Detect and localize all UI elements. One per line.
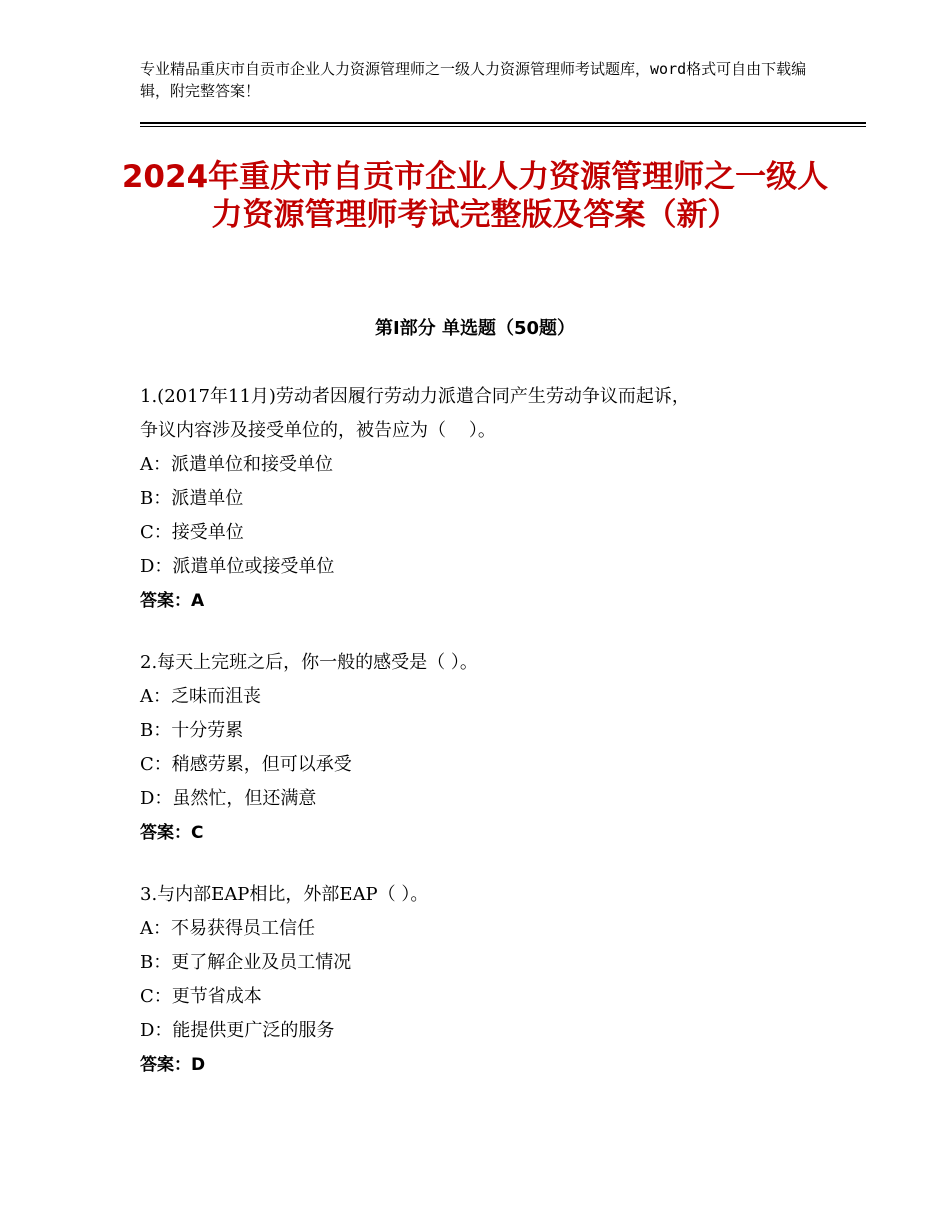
option-b: B：派遣单位 xyxy=(140,488,244,509)
option-d: D：派遣单位或接受单位 xyxy=(140,556,335,577)
question-stem-line: 3.与内部EAP相比，外部EAP（ ）。 xyxy=(140,884,429,905)
header-note: 专业精品重庆市自贡市企业人力资源管理师之一级人力资源管理师考试题库，word格式可自由下载编辑，附完整答案！ xyxy=(140,60,807,100)
option-b: B：十分劳累 xyxy=(140,720,244,741)
question-list xyxy=(140,380,840,1110)
option-a: A：派遣单位和接受单位 xyxy=(140,454,333,475)
option-d: D：能提供更广泛的服务 xyxy=(140,1020,335,1041)
option-b: B：更了解企业及员工情况 xyxy=(140,952,352,973)
question-stem-line: 1.(2017年11月)劳动者因履行劳动力派遣合同产生劳动争议而起诉， xyxy=(140,386,690,407)
section-title: 第Ⅰ部分 单选题（50题） xyxy=(374,318,575,339)
header-rule-thick xyxy=(140,122,866,124)
option-a: A：不易获得员工信任 xyxy=(140,918,315,939)
question-stem-line: 2.每天上完班之后，你一般的感受是（ ）。 xyxy=(140,652,478,673)
option-a: A：乏味而沮丧 xyxy=(140,686,261,707)
header-rule-thin xyxy=(140,126,866,127)
answer: 答案：D xyxy=(140,1055,206,1075)
document-title: 2024年重庆市自贡市企业人力资源管理师之一级人力资源管理师考试完整版及答案（新） xyxy=(121,159,829,233)
option-c: C：更节省成本 xyxy=(140,986,262,1007)
question-1 xyxy=(140,380,840,618)
answer: 答案：C xyxy=(140,823,204,843)
question-2 xyxy=(140,646,840,850)
option-c: C：接受单位 xyxy=(140,522,244,543)
question-3 xyxy=(140,878,840,1082)
option-c: C：稍感劳累，但可以承受 xyxy=(140,754,352,775)
answer: 答案：A xyxy=(140,591,205,611)
option-d: D：虽然忙，但还满意 xyxy=(140,788,317,809)
question-stem-line: 争议内容涉及接受单位的，被告应为（ ）。 xyxy=(140,420,496,441)
